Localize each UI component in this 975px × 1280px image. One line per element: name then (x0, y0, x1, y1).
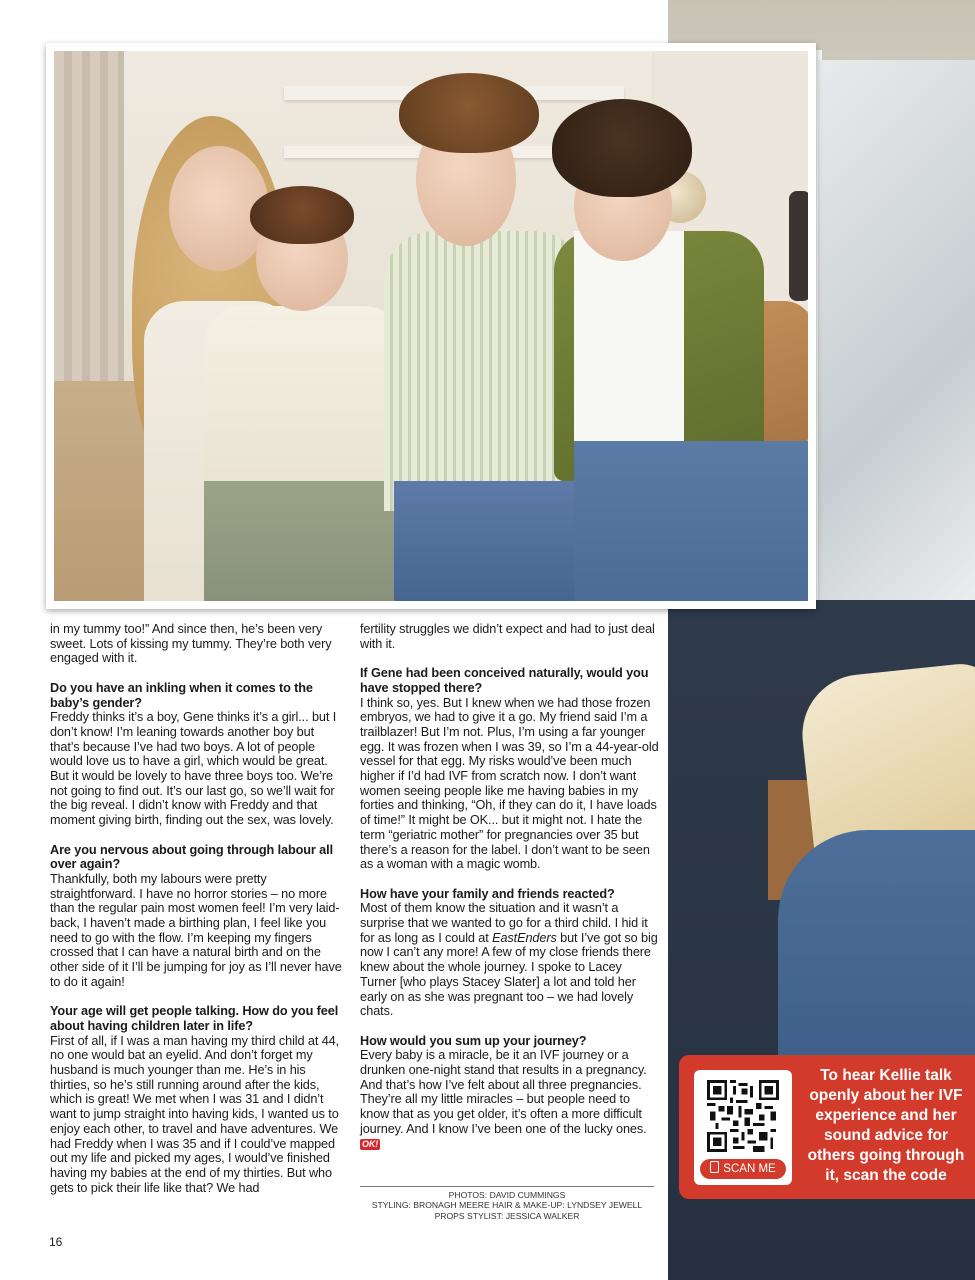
paragraph: in my tummy too!” And since then, he’s been very sweet. Lots of kissing my tummy. They’re both very engaged with it. (50, 622, 332, 666)
small-boy-trousers (204, 481, 394, 601)
qa-block (360, 887, 660, 1019)
promo-text: To hear Kellie talk openly about her IVF experience and her sound advice for others going through it, scan the code (807, 1067, 965, 1184)
qa-block (360, 666, 660, 872)
question: If Gene had been conceived naturally, would you have stopped there? (360, 666, 649, 695)
qr-promo-box (679, 1055, 975, 1199)
small-boy-hair (250, 186, 354, 244)
older-boy-jeans (574, 441, 808, 601)
window (818, 60, 975, 620)
phone-icon (710, 1161, 719, 1173)
question: Your age will get people talking. How do you feel about having children later in life? (50, 1004, 339, 1033)
qa-block (50, 843, 346, 990)
scan-me-label: SCAN ME (723, 1163, 776, 1175)
article-column-2 (360, 622, 660, 1151)
ok-end-mark: OK! (362, 1138, 379, 1149)
credit-line: PROPS STYLIST: JESSICA WALKER (434, 1210, 580, 1221)
family-photo (46, 43, 816, 609)
article-column-1 (50, 622, 346, 1195)
answer: Freddy thinks it’s a boy, Gene thinks it’s a girl... but I don’t know! I’m leaning towards another boy but that’s because I’ve had two boys. A lot of people would love us to have a girl, which would be great. But it would be lovely to have three boys too. We’re not going to find out. It’s our last go, so we’ll wait for the big reveal. I didn’t know with Freddy and that moment giving birth, finding out the sex, was lovely. (50, 710, 337, 828)
vase (789, 191, 808, 301)
paragraph: fertility struggles we didn’t expect and had to just deal with it. (360, 622, 655, 651)
show-title: EastEnders (492, 930, 557, 945)
qr-code-icon[interactable] (707, 1080, 779, 1152)
answer: I think so, yes. But I knew when we had those frozen embryos, we had to give it a go. My friend said I’m a trailblazer! But I’m not. Plus, I’m using a far younger egg. It was frozen when I was 39, so I’m a 44-year-old vessel for that egg. My risks would’ve been much higher if I’d had IVF from scratch now. I don’t want women seeing people like me having babies in my forties and thinking, “Oh, if they can do it, I have loads of time!” It might be OK... but it might not. I hate the term “geriatric mother” for pregnancies over 35 but there’s a reason for the label. I don’t want to be seen as a woman with a magic womb. (360, 695, 659, 872)
question: How have your family and friends reacted? (360, 886, 615, 901)
answer-end: but I’ve got so big now I can’t any more! A few of my close friends there knew about the whole journey. I spoke to Lacey Turner [who plays Stacey Slater] a lot and told her early on as she was pregnant too – we had lovely chats. (360, 930, 658, 1019)
answer: Thankfully, both my labours were pretty straightforward. I have no horror stories – no more than the regular pain most women feel! I’m very laid-back, I haven’t made a birthing plan, I feel like you need to go with the flow. I’m keeping my fingers crossed that I can have a natural birth and on the other side of it I’ll be jumping for joy as I’ll never have to do it again! (50, 871, 342, 989)
older-boy-hair (552, 99, 692, 197)
scan-me-button[interactable] (700, 1159, 786, 1179)
qa-block (360, 1034, 660, 1152)
older-boy-tshirt (574, 231, 684, 451)
page-number: 16 (49, 1235, 63, 1249)
credit-line: STYLING: BRONAGH MEERE HAIR & MAKE-UP: LYNDSEY JEWELL (371, 1200, 643, 1211)
question: How would you sum up your journey? (360, 1033, 587, 1048)
answer: Every baby is a miracle, be it an IVF journey or a drunken one-night stand that results in a pregnancy. And that’s how I’ve felt about all three pregnancies. They’re all my little miracles – but people need to know that as you get older, it’s often a more difficult journey. And I know I’ve been one of the lucky ones. (360, 1048, 647, 1136)
qa-block (50, 681, 346, 828)
family-photo-image (54, 51, 808, 601)
seated-legs (778, 830, 975, 1070)
small-boy-shirt (204, 306, 404, 506)
qr-card[interactable] (694, 1070, 792, 1185)
question: Do you have an inkling when it comes to the baby’s gender? (50, 680, 313, 710)
answer: First of all, if I was a man having my third child at 44, no one would bat an eyelid. And don’t forget my husband is much younger than me. He’s in his thirties, so he’s still running around after the kids, which is great! We met when I was 31 and I didn’t want to jump straight into having kids, I wanted us to enjoy each other, to travel and have adventures. We had Freddy when I was 35 and if I could’ve mapped out my life and picked my ages, I would’ve finished having my babies at the end of my thirties. But who gets to pick their life like that? We had (50, 1033, 340, 1195)
photo-credits (360, 1186, 654, 1221)
man-hair (399, 73, 539, 153)
answer-start: Most of them know the situation and it wasn’t a surprise that we wanted to go for a third child. I hid it for as long as I could at (360, 901, 648, 945)
credit-line: PHOTOS: DAVID CUMMINGS (448, 1190, 566, 1200)
question: Are you nervous about going through labour all over again? (50, 842, 333, 872)
qa-block (50, 1004, 346, 1195)
